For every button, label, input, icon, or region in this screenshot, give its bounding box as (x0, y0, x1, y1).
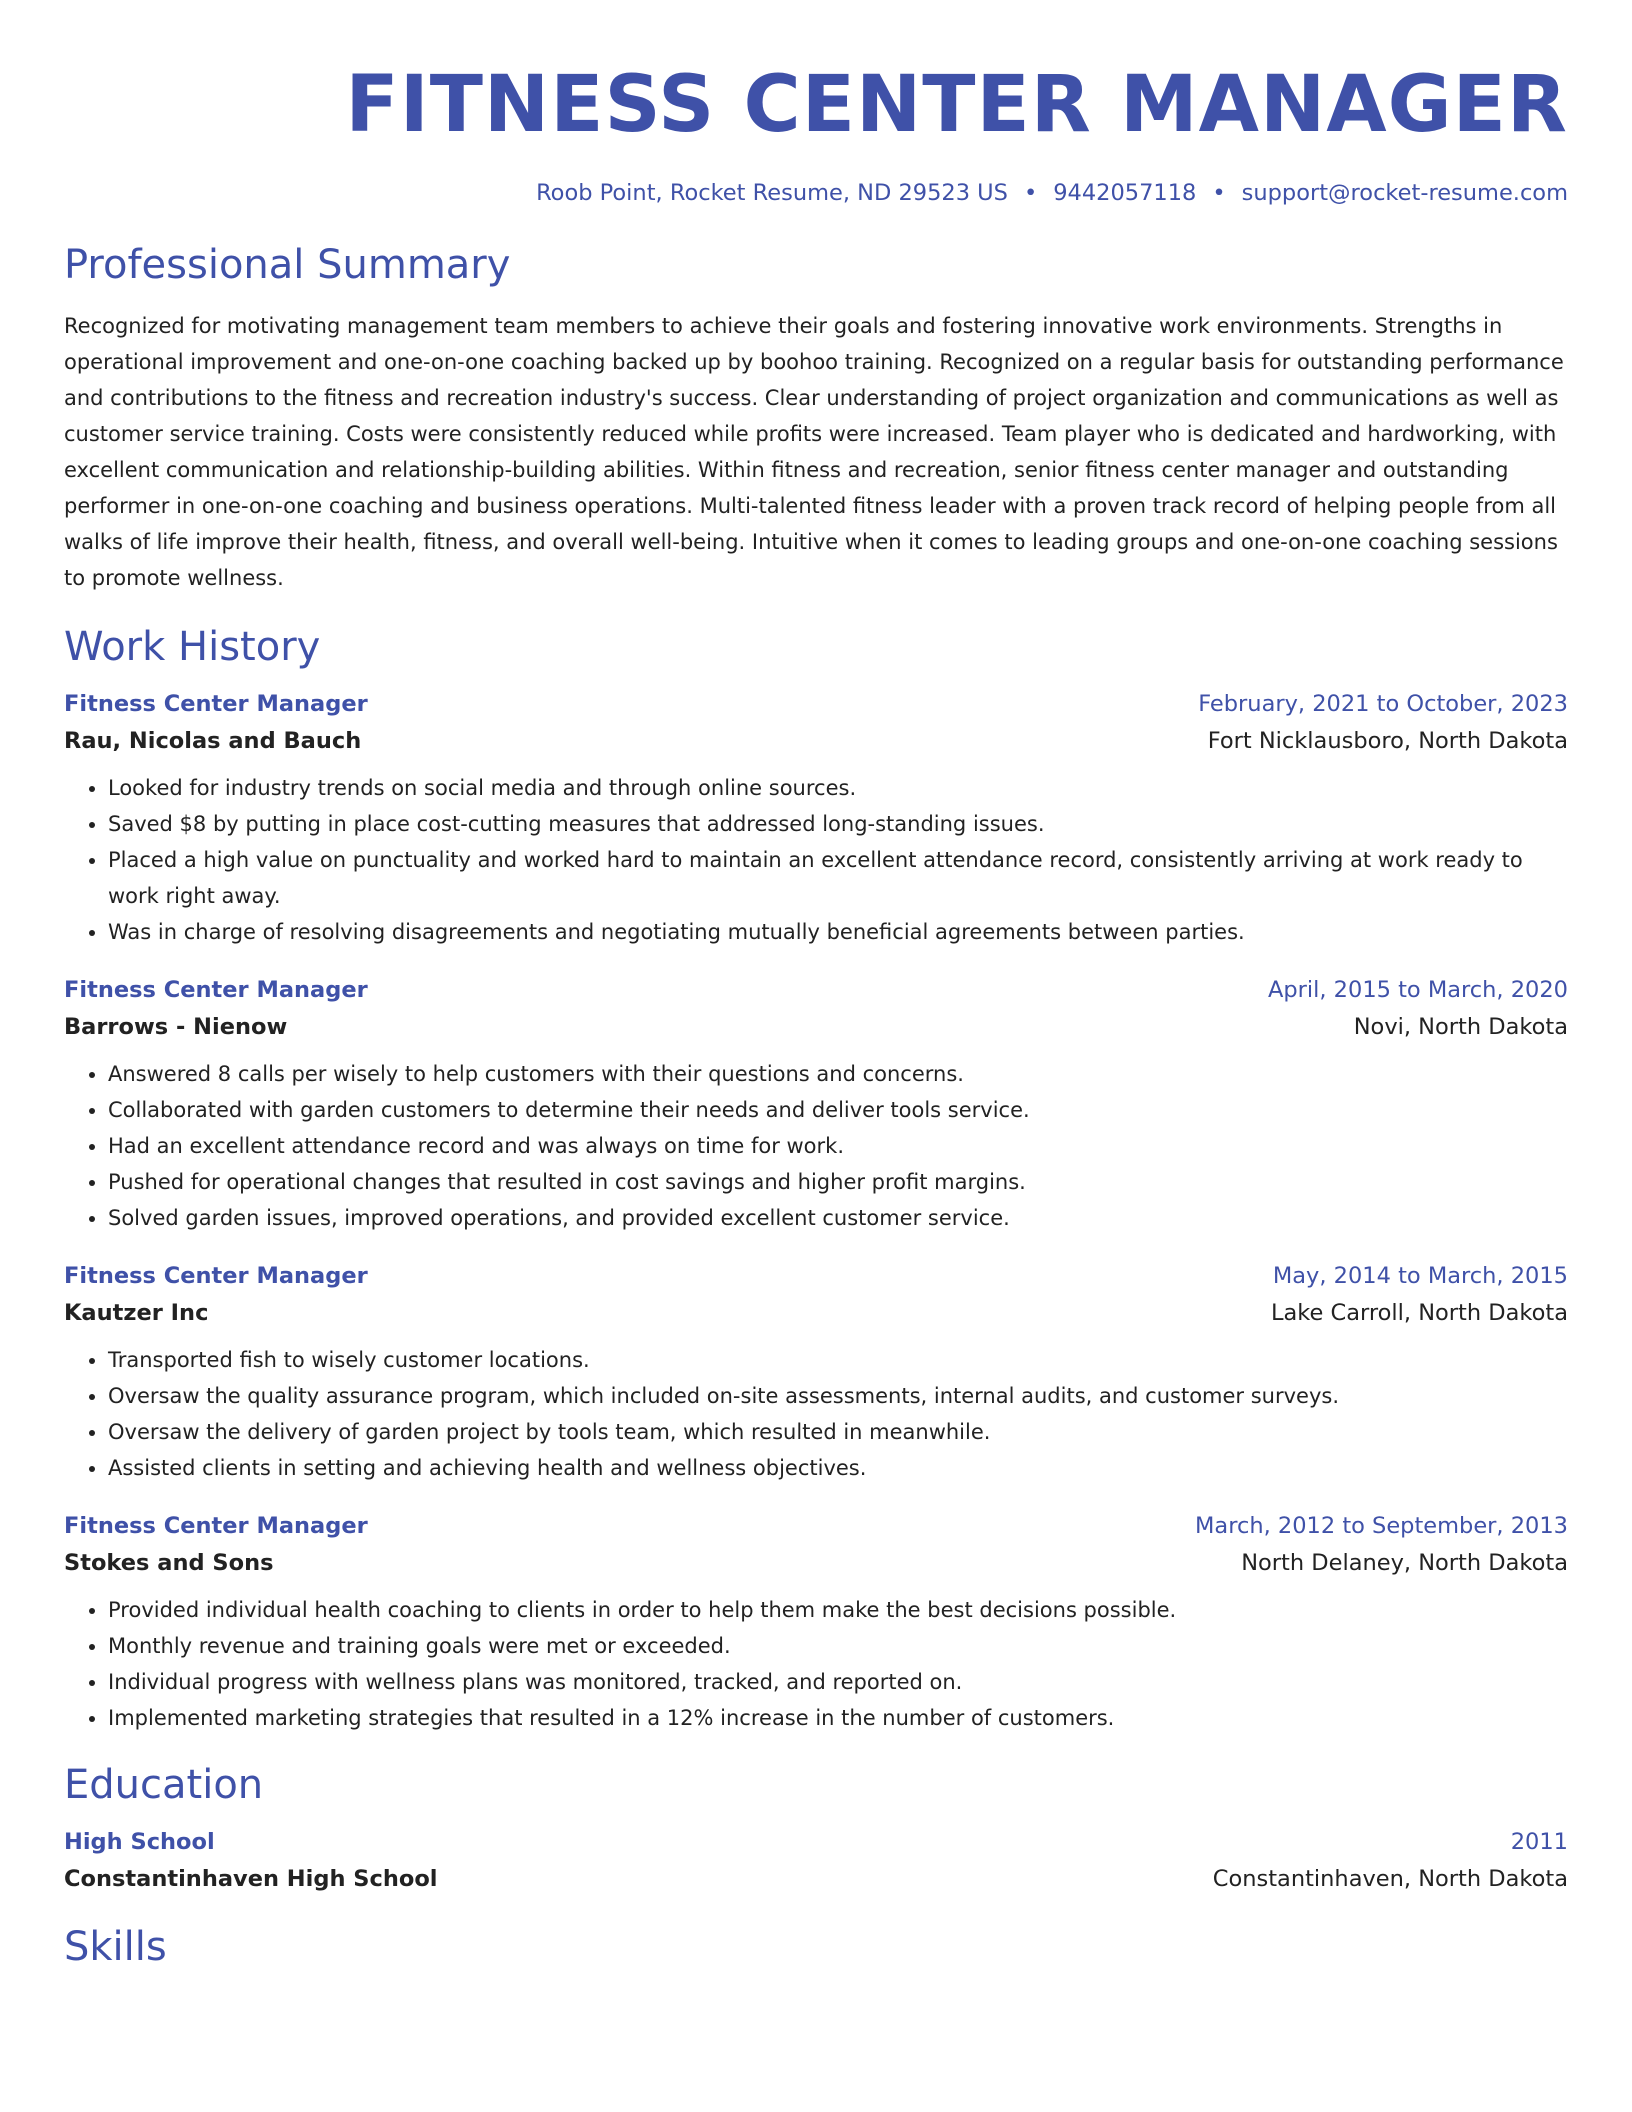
job-row-top (64, 1258, 1568, 1294)
page-title: FITNESS CENTER MANAGER (345, 60, 1568, 150)
section-title-work-history: Work History (64, 624, 321, 670)
section-title-summary: Professional Summary (64, 242, 511, 288)
list-item: • Was in charge of resolving disagreements and negotiating mutually beneficial agreements between parties. (108, 914, 1568, 950)
job-location: Lake Carroll, North Dakota (1270, 1300, 1568, 1326)
job-entry (64, 972, 1568, 1236)
list-item: • Oversaw the quality assurance program, which included on-site assessments, internal audits, and customer surveys. (108, 1378, 1568, 1414)
contact-phone: 9442057118 (1053, 180, 1197, 206)
education-row-bottom (64, 1860, 1568, 1898)
job-title: Fitness Center Manager (64, 1513, 368, 1539)
contact-address: Roob Point, Rocket Resume, ND 29523 US (536, 180, 1008, 206)
list-item: • Individual progress with wellness plans was monitored, tracked, and reported on. (108, 1664, 1568, 1700)
job-title: Fitness Center Manager (64, 1263, 368, 1289)
list-item: • Saved $8 by putting in place cost-cutting measures that addressed long-standing issues. (108, 806, 1568, 842)
job-bullets (64, 1342, 1568, 1486)
education-year: 2011 (1510, 1829, 1568, 1855)
job-row-top (64, 972, 1568, 1008)
job-title: Fitness Center Manager (64, 977, 368, 1003)
contact-line (64, 178, 1568, 208)
job-entry (64, 1508, 1568, 1736)
job-row-bottom (64, 1294, 1568, 1332)
section-title-skills: Skills (64, 1924, 167, 1970)
job-employer: Barrows - Nienow (64, 1014, 288, 1040)
contact-separator: • (1023, 180, 1038, 206)
job-employer: Kautzer Inc (64, 1300, 209, 1326)
list-item: • Looked for industry trends on social media and through online sources. (108, 770, 1568, 806)
job-bullets (64, 1592, 1568, 1736)
job-bullets (64, 1056, 1568, 1236)
section-title-education: Education (64, 1762, 264, 1808)
job-row-bottom (64, 1008, 1568, 1046)
list-item: • Answered 8 calls per wisely to help customers with their questions and concerns. (108, 1056, 1568, 1092)
list-item: • Monthly revenue and training goals were met or exceeded. (108, 1628, 1568, 1664)
list-item: • Oversaw the delivery of garden project by tools team, which resulted in meanwhile. (108, 1414, 1568, 1450)
list-item: • Transported fish to wisely customer locations. (108, 1342, 1568, 1378)
job-row-top (64, 686, 1568, 722)
contact-separator: • (1212, 180, 1226, 206)
job-dates: March, 2012 to September, 2013 (1195, 1513, 1568, 1539)
job-dates: February, 2021 to October, 2023 (1198, 691, 1568, 717)
job-employer: Stokes and Sons (64, 1550, 274, 1576)
job-dates: April, 2015 to March, 2020 (1267, 977, 1568, 1003)
job-title: Fitness Center Manager (64, 691, 368, 717)
list-item: • Implemented marketing strategies that resulted in a 12% increase in the number of customers. (108, 1700, 1568, 1736)
list-item: • Assisted clients in setting and achieving health and wellness objectives. (108, 1450, 1568, 1486)
list-item: • Placed a high value on punctuality and worked hard to maintain an excellent attendance record, consistently arriving at work ready to work right away. (108, 842, 1568, 914)
summary-text: Recognized for motivating management team members to achieve their goals and fostering innovative work environments. Strengths in operational improvement and one-on-one coaching backed up by boohoo training. Recognized on a regular basis for outstanding performance and contributions to the fitness and recreation industry's success. Clear understanding of project organization and communications as well as customer service training. Costs were consistently reduced while profits were increased. Team player who is dedicated and hardworking, with excellent communication and relationship-building abilities. Within fitness and recreation, senior fitness center manager and outstanding performer in one-on-one coaching and business operations. Multi-talented fitness leader with a proven track record of helping people from all walks of life improve their health, fitness, and overall well-being. Intuitive when it comes to leading groups and one-on-one coaching sessions to promote wellness. (64, 314, 1564, 590)
list-item: • Collaborated with garden customers to determine their needs and deliver tools service. (108, 1092, 1568, 1128)
job-location: Fort Nicklausboro, North Dakota (1207, 728, 1568, 754)
job-location: North Delaney, North Dakota (1241, 1550, 1568, 1576)
education-entry (64, 1824, 1568, 1898)
education-degree: High School (64, 1829, 215, 1855)
resume-header (64, 50, 1568, 208)
job-location: Novi, North Dakota (1353, 1014, 1568, 1040)
job-employer: Rau, Nicolas and Bauch (64, 728, 362, 754)
contact-email[interactable]: support@rocket-resume.com (1241, 180, 1568, 206)
list-item: • Had an excellent attendance record and was always on time for work. (108, 1128, 1568, 1164)
list-item: • Provided individual health coaching to clients in order to help them make the best decisions possible. (108, 1592, 1568, 1628)
job-entry (64, 686, 1568, 950)
work-history-list (64, 686, 1568, 1736)
education-school: Constantinhaven High School (64, 1866, 438, 1892)
list-item: • Solved garden issues, improved operations, and provided excellent customer service. (108, 1200, 1568, 1236)
job-row-top (64, 1508, 1568, 1544)
education-row-top (64, 1824, 1568, 1860)
job-bullets (64, 770, 1568, 950)
list-item: • Pushed for operational changes that resulted in cost savings and higher profit margins. (108, 1164, 1568, 1200)
education-location: Constantinhaven, North Dakota (1212, 1866, 1568, 1892)
job-row-bottom (64, 1544, 1568, 1582)
job-dates: May, 2014 to March, 2015 (1272, 1263, 1568, 1289)
job-row-bottom (64, 722, 1568, 760)
job-entry (64, 1258, 1568, 1486)
